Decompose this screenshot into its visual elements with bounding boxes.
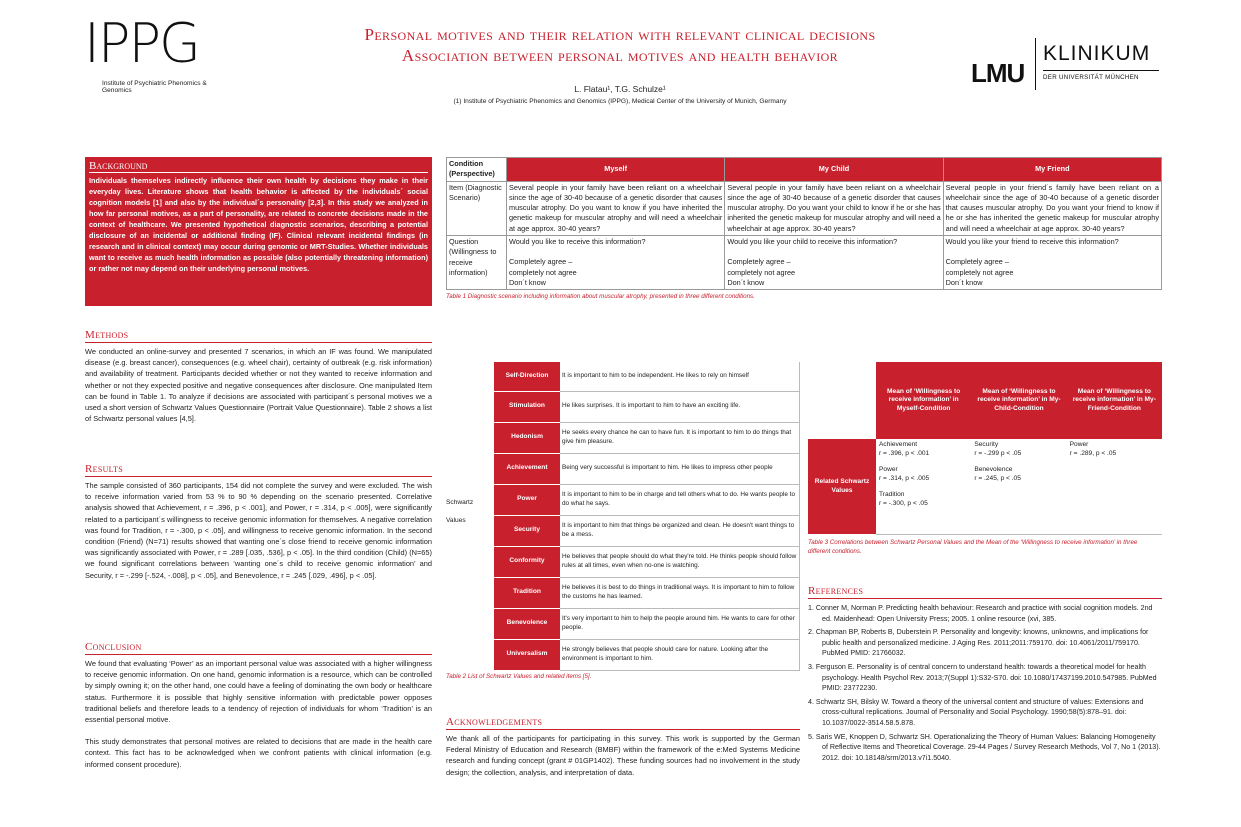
references-list	[808, 603, 1162, 763]
table2-row	[494, 391, 800, 422]
answer-option: Completely agree –	[727, 257, 791, 267]
correlation-value-name: Power	[1069, 441, 1089, 448]
table3-col-myself: Mean of ‘Willingness to receive information’ in Myself-Condition	[876, 362, 971, 439]
question-text: Would you like your child to receive this information?	[727, 237, 898, 247]
schwartz-value-label: Benevolence	[494, 608, 560, 639]
schwartz-value-label: Universalism	[494, 639, 560, 670]
correlation-value-name: Benevolence	[974, 466, 1013, 474]
correlation-value-name: Achievement	[879, 441, 918, 448]
table3-row-label: Related Schwartz Values	[808, 439, 876, 534]
table1-item-cell: Several people in your family have been reliant on a wheelchair since the age of 30-40 because of a genetic disorder that causes muscular atrophy. Do you want to know if you have inherited the genetic makeup for muscular atrophy and will need a wheelchair at age approx. 30-40 years?	[507, 181, 725, 235]
schwartz-value-item: He believes it is best to do things in traditional ways. It is important to him to follow the customs he has learned.	[560, 577, 800, 608]
table1-item-cell: Several people in your friend´s family have been reliant on a wheelchair since the age of 30-40 because of a genetic disorder that causes muscular atrophy. Do you want your friend to know if he or she has inherited the genetic makeup for muscular atrophy and will need a wheelchair at age approx. 30-40 years?	[943, 181, 1161, 235]
schwartz-value-item: It's very important to him to help the people around him. He wants to care for other people.	[560, 608, 800, 639]
table3-caption: Table 3 Correlations between Schwartz Personal Values and the Mean of the ‘Willingness to receive information’ in three different conditions.	[808, 538, 1138, 555]
lmu-logo: LMU	[971, 58, 1025, 88]
answer-option: Don´t know	[945, 277, 983, 287]
poster-title	[260, 24, 980, 66]
table2-caption: Table 2 List of Schwartz Values and related items [5].	[446, 673, 592, 680]
references-section	[808, 585, 1162, 766]
background-box	[85, 157, 432, 306]
correlation-stat: r = -.300, p < .05	[879, 499, 928, 507]
schwartz-value-item: He likes surprises. It is important to him to have an exciting life.	[560, 391, 800, 422]
reference-item: 3. Ferguson E. Personality is of central concern to understand health: towards a theoretical model for health psychology. Health Psychol Rev. 2013;7(Suppl 1):S32-S70. doi: 10.1080/17437199.2010.547985. PubMed PMID: 23772230.	[808, 662, 1157, 693]
table2-row	[494, 453, 800, 484]
correlation-value-name: Power	[879, 466, 898, 474]
correlation-stat: r = .245, p < .05	[974, 474, 1021, 482]
table1-caption: Table 1 Diagnostic scenario including information about muscular atrophy, presented in three different conditions.	[446, 293, 755, 301]
logo-divider	[1035, 38, 1036, 90]
table1-question-cell	[507, 236, 725, 290]
conclusion-text-2: This study demonstrates that personal motives are related to decisions that are made in the health care context. This fact has to be acknowledged when we confront patients with clinical information (e.g. informed consent procedure).	[85, 737, 432, 769]
background-heading: Background	[89, 160, 428, 173]
correlation-stat: r = .396, p < .001	[879, 449, 930, 457]
correlation-entry	[974, 466, 1063, 483]
correlation-stat: r = .314, p < .005	[879, 474, 930, 482]
reference-item: 5. Saris WE, Knoppen D, Schwartz SH. Operationalizing the Theory of Human Values: Balancing Homogeneity of Reflective Items and Theoretical Coverage. 29-44 Pages / Survey Research Methods, Vol 7, No 1 (2013). 2012. doi: 10.18148/srm/2013.v7i1.5040.	[808, 732, 1161, 762]
affiliation: (1) Institute of Psychiatric Phenomics and Genomics (IPPG), Medical Center of the University of Munich, Germany	[453, 98, 787, 105]
answer-option: Completely agree –	[509, 257, 573, 267]
table2-row	[494, 422, 800, 453]
schwartz-value-label: Power	[494, 484, 560, 515]
table3-cell-child	[971, 439, 1066, 534]
table2-side-label	[446, 497, 494, 527]
title-line-2: Association between personal motives and health behavior	[401, 46, 839, 65]
table1-col-myself: Myself	[507, 158, 725, 182]
table1-question-label: Question (Willingness to receive information)	[447, 236, 507, 290]
table3-col-child: Mean of ‘Willingness to receive information’ in My-Child-Condition	[971, 362, 1066, 439]
klinikum-text: KLINIKUM	[1043, 42, 1151, 65]
methods-heading: Methods	[85, 329, 432, 343]
table3-wrap	[808, 362, 1162, 556]
schwartz-value-label: Conformity	[494, 546, 560, 577]
table2-row	[494, 608, 800, 639]
table1-question-row	[447, 236, 1162, 290]
reference-item: 1. Conner M, Norman P. Predicting health behaviour: Research and practice with social cognition models. 2nd ed. Maidenhead: Open University Press; 2005. 1 online resource (xvi, 385.	[808, 604, 1153, 623]
ippg-logo-text: Institute of Psychiatric Phenomics & Genomics	[102, 80, 207, 94]
table2-row	[494, 577, 800, 608]
table3	[808, 362, 1162, 535]
table1-col-friend: My Friend	[943, 158, 1161, 182]
correlation-entry	[974, 441, 1063, 458]
conclusion-heading: Conclusion	[85, 641, 432, 655]
answer-option: Don´t know	[727, 277, 765, 287]
schwartz-value-label: Tradition	[494, 577, 560, 608]
table2-row	[494, 515, 800, 546]
table3-header-row	[808, 362, 1162, 439]
answer-option: Completely agree –	[945, 257, 1009, 267]
table2-row	[494, 484, 800, 515]
table3-cell-friend	[1067, 439, 1162, 534]
table1-header-row	[447, 158, 1162, 182]
question-text: Would you like to receive this information?	[509, 237, 646, 247]
background-text: Individuals themselves indirectly influence their own health by decisions they make in their everyday lives. Literature shows that health behavior is affected by the individuals´ social cognition models [1] and also by the individual´s personality [2,3]. In this study we analyzed in how far personal motives, as a part of personality, are related to concrete decisions made in the context of healthcare. We presented hypothetical diagnostic scenarios, describing a potential disclosure of an incidental or additional finding (IF). Clinical relevant incidental findings (in research and in clinical context) may occur during genomic or MRT-Studies. Whether individuals want to receive as much health information as possible (also potentially threatening information) or rather not may depend on their underlying personal motives.	[89, 176, 428, 273]
ippg-logo-mark: IPPG	[84, 12, 199, 75]
authors: L. Flatau¹, T.G. Schulze¹	[574, 84, 666, 94]
methods-section	[85, 329, 432, 424]
acknowledgements-text: We thank all of the participants for participating in this survey. This work is supported by the German Federal Ministry of Education and Research (BMBF) within the framework of the e:Med Systems Medicine research and funding concept (grant # 01GP1402). These funding sources had no involvement in the study design; the collection, analysis, and interpretation of data.	[446, 734, 800, 777]
correlation-value-name: Tradition	[879, 491, 905, 499]
schwartz-value-item: He seeks every chance he can to have fun. It is important to him to do things that give him pleasure.	[560, 422, 800, 453]
conclusion-text-1: We found that evaluating ‘Power’ as an important personal value was associated with a higher willingness to receive genomic information. On one hand, genomic information is a resource, which can be controlled by simply owning it; on the other hand, one could have a feeling of dominating the own body or healthcare status. Furthermore it is possible that highly sensitive information with predictable power opposes traditional beliefs and therefore leads to a tendency of rejection of individuals for whom ‘Tradition’ is an essential personal motive.	[85, 659, 432, 725]
acknowledgements-section	[446, 716, 800, 778]
table2-side-label-1: Schwartz	[446, 499, 474, 506]
table1-item-cell: Several people in your family have been reliant on a wheelchair since the age of 30-40 because of a genetic disorder that causes muscular atrophy. Do you want your child to know if he or she has inherited the genetic makeup for muscular atrophy and will need a wheelchair at age approx. 30-40 years?	[725, 181, 943, 235]
table3-corner	[808, 362, 876, 439]
schwartz-value-label: Stimulation	[494, 391, 560, 422]
results-section	[85, 463, 432, 581]
schwartz-value-label: Hedonism	[494, 422, 560, 453]
answer-option: Don´t know	[509, 277, 546, 287]
table1-corner: Condition (Perspective)	[447, 158, 507, 182]
schwartz-value-item: He believes that people should do what they're told. He thinks people should follow rules at all times, even when no-one is watching.	[560, 546, 800, 577]
conclusion-section	[85, 641, 432, 770]
table2-row	[494, 546, 800, 577]
results-heading: Results	[85, 463, 432, 477]
answer-option: completely not agree	[509, 267, 577, 277]
table2-row	[494, 362, 800, 391]
klinikum-logo	[1043, 42, 1159, 81]
table1-question-cell	[725, 236, 943, 290]
schwartz-value-label: Achievement	[494, 453, 560, 484]
answer-option: completely not agree	[945, 267, 1014, 277]
correlation-entry	[1070, 441, 1159, 458]
schwartz-value-item: He strongly believes that people should care for nature. Looking after the environment is important to him.	[560, 639, 800, 670]
schwartz-value-label: Security	[494, 515, 560, 546]
correlation-stat: r = -.299 p < .05	[974, 449, 1022, 457]
methods-text: We conducted an online-survey and presented 7 scenarios, in which an IF was found. We manipulated disease (e.g. breast cancer), consequences (e.g. wheel chair), certainty of outbreak (e.g. risk information) and availability of treatment. Participants decided whether or not they wanted to receive information and whether or not they expected positive and negative consequences after disclosure. One manipulated Item can be found in Table 1. To analyze if decisions are associated with participant´s personal motives we a used a short version of Schwartz Values Questionnaire (Portrait Value Questionnaire). Table 2 shows a list of Schwartz personal values [4,5].	[85, 347, 432, 424]
table2-side-label-2: Values	[446, 517, 466, 524]
table3-col-friend: Mean of ‘Willingness to receive information’ in My-Friend-Condition	[1067, 362, 1162, 439]
schwartz-value-item: It is important to him to be independent. He likes to rely on himself	[560, 362, 800, 391]
table3-cell-myself	[876, 439, 971, 534]
table2-row	[494, 639, 800, 670]
table3-body-row	[808, 439, 1162, 534]
schwartz-value-item: It is important to him that things be organized and clean. He doesn't want things to be a mess.	[560, 515, 800, 546]
table2	[494, 362, 800, 671]
schwartz-value-item: It is important to him to be in charge and tell others what to do. He wants people to do what he says.	[560, 484, 800, 515]
table1-col-child: My Child	[725, 158, 943, 182]
acknowledgements-heading: Acknowledgements	[446, 716, 800, 730]
table1-item-label: Item (Diagnostic Scenario)	[447, 181, 507, 235]
correlation-entry	[879, 441, 968, 458]
schwartz-value-item: Being very successful is important to him. He likes to impress other people	[560, 453, 800, 484]
table1	[446, 157, 1162, 290]
results-text: The sample consisted of 360 participants, 154 did not complete the survey and were excluded. The wish to receive information varied from 53 % to 90 % depending on the scenario presented. Correlative analysis showed that Achievement, r = .396, p < .001], and Power, r = .314, p < .005], were significantly related to a participant´s willingness to receive genomic information for themselves. A negative correlation was found for Tradition, r = -.300, p < .05], and willingness to receive genomic information. In the second condition (Friend) (N=71) results showed that wanting one´s close friend to receive genomic information was significantly associated with Power, r = .289 [.035, .536], p < .05]. In the third condition (Child) (N=65) we found significant correlations between ‘wanting one´s child to receive genomic information’ and Security, r = -.299 [-.524, -.008], p < .05], and Benevolence, r = .245 [.029, .496], p < .05].	[85, 481, 432, 580]
schwartz-value-label: Self-Direction	[494, 362, 560, 391]
reference-item: 2. Chapman BP, Roberts B, Duberstein P. Personality and longevity: knowns, unknowns, and implications for public health and personalized medicine. J Aging Res. 2011;2011:759170. doi: 10.4061/2011/759170. PubMed PMID: 21766032.	[808, 628, 1149, 658]
ippg-logo	[84, 14, 229, 96]
question-text: Would you like your friend to receive this information?	[945, 237, 1119, 247]
reference-item: 4. Schwartz SH, Bilsky W. Toward a theory of the universal content and structure of values: Extensions and cross-cultural replications. Journal of Personality and Social Psychology. 1990;58(5):878–91. doi: 10.1037/0022-3514.58.5.878.	[808, 697, 1144, 727]
answer-option: completely not agree	[727, 267, 796, 277]
correlation-entry	[879, 466, 968, 483]
klinikum-subtext: DER UNIVERSITÄT MÜNCHEN	[1043, 74, 1139, 81]
table1-wrap	[446, 157, 1162, 300]
references-heading: References	[808, 585, 1162, 599]
klinikum-rule	[1043, 70, 1159, 71]
table1-question-cell	[943, 236, 1161, 290]
correlation-stat: r = .289, p < .05	[1069, 449, 1117, 457]
correlation-value-name: Security	[974, 441, 999, 448]
correlation-entry	[879, 491, 968, 508]
table1-item-row	[447, 181, 1162, 235]
title-line-1: Personal motives and their relation with relevant clinical decisions	[364, 25, 876, 44]
